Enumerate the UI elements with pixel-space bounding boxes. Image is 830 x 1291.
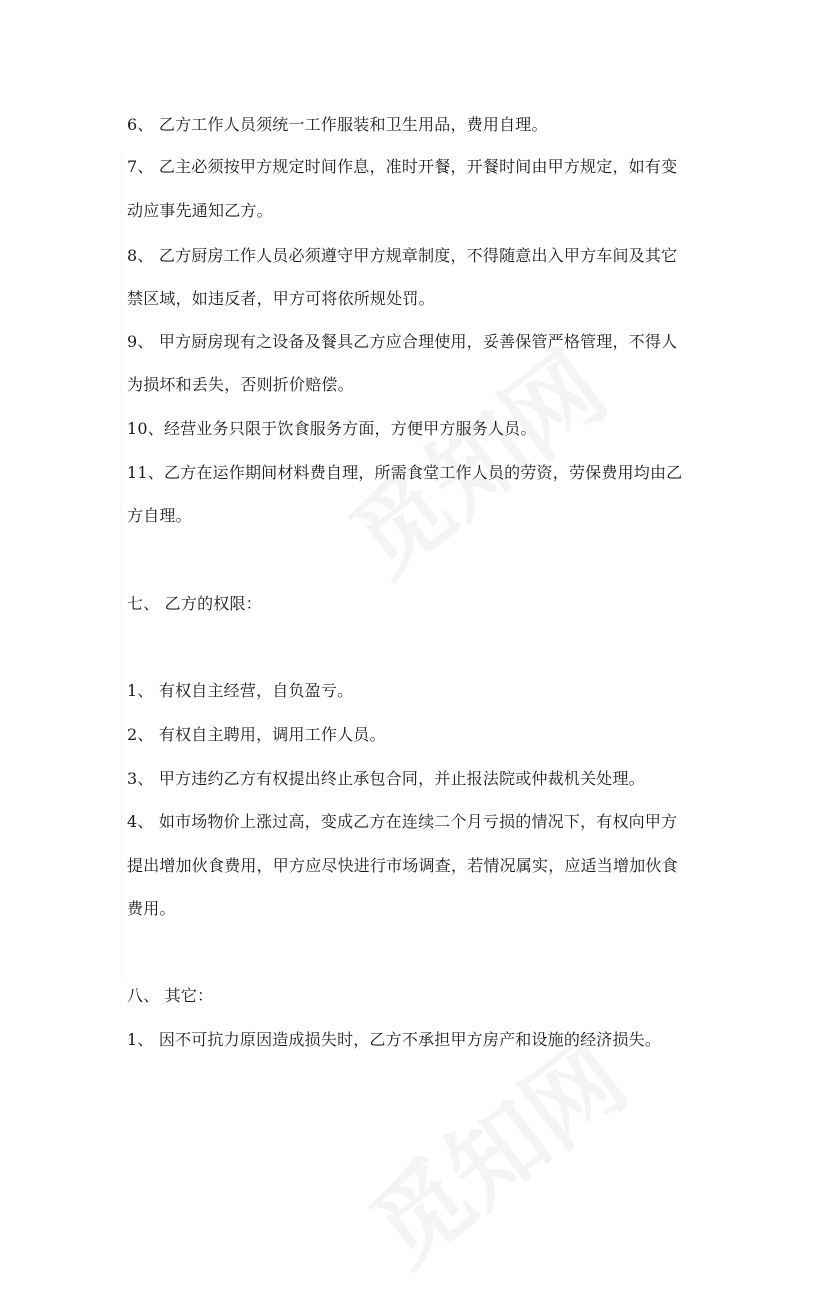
right-3: 3、 甲方违约乙方有权提出终止承包合同，并止报法院或仲裁机关处理。 [127, 769, 645, 788]
section-7-heading: 七、 乙方的权限： [127, 594, 262, 613]
clause-10: 10、经营业务只限于饮食服务方面，方便甲方服务人员。 [127, 419, 537, 438]
clause-9-line-1: 9、 甲方厨房现有之设备及餐具乙方应合理使用，妥善保管严格管理，不得人 [127, 332, 678, 351]
right-4-line-1: 4、 如市场物价上涨过高，变成乙方在连续二个月亏损的情况下，有权向甲方 [127, 812, 678, 831]
clause-8-line-1: 8、 乙方厨房工作人员必须遵守甲方规章制度，不得随意出入甲方车间及其它 [127, 246, 678, 265]
section-8-heading: 八、 其它： [127, 986, 214, 1005]
watermark [318, 316, 629, 601]
right-4-line-2: 提出增加伙食费用，甲方应尽快进行市场调查，若情况属实，应适当增加伙食 [127, 856, 678, 875]
right-1: 1、 有权自主经营，自负盈亏。 [127, 681, 354, 700]
margin-rule [121, 150, 122, 980]
clause-8-line-2: 禁区域，如违反者，甲方可将依所规处罚。 [127, 289, 435, 308]
clause-11-line-1: 11、乙方在运作期间材料费自理，所需食堂工作人员的劳资，劳保费用均由乙 [127, 463, 683, 482]
right-4-line-3: 费用。 [127, 899, 176, 918]
clause-11-line-2: 方自理。 [127, 506, 192, 525]
clause-7-line-2: 动应事先通知乙方。 [127, 201, 273, 220]
right-2: 2、 有权自主聘用，调用工作人员。 [127, 725, 386, 744]
clause-9-line-2: 为损坏和丢失，否则折价赔偿。 [127, 375, 354, 394]
clause-7-line-1: 7、 乙主必须按甲方规定时间作息，准时开餐，开餐时间由甲方规定，如有变 [127, 157, 678, 176]
other-1: 1、 因不可抗力原因造成损失时，乙方不承担甲方房产和设施的经济损失。 [127, 1030, 662, 1049]
clause-6: 6、 乙方工作人员须统一工作服装和卫生用品，费用自理。 [127, 115, 548, 134]
